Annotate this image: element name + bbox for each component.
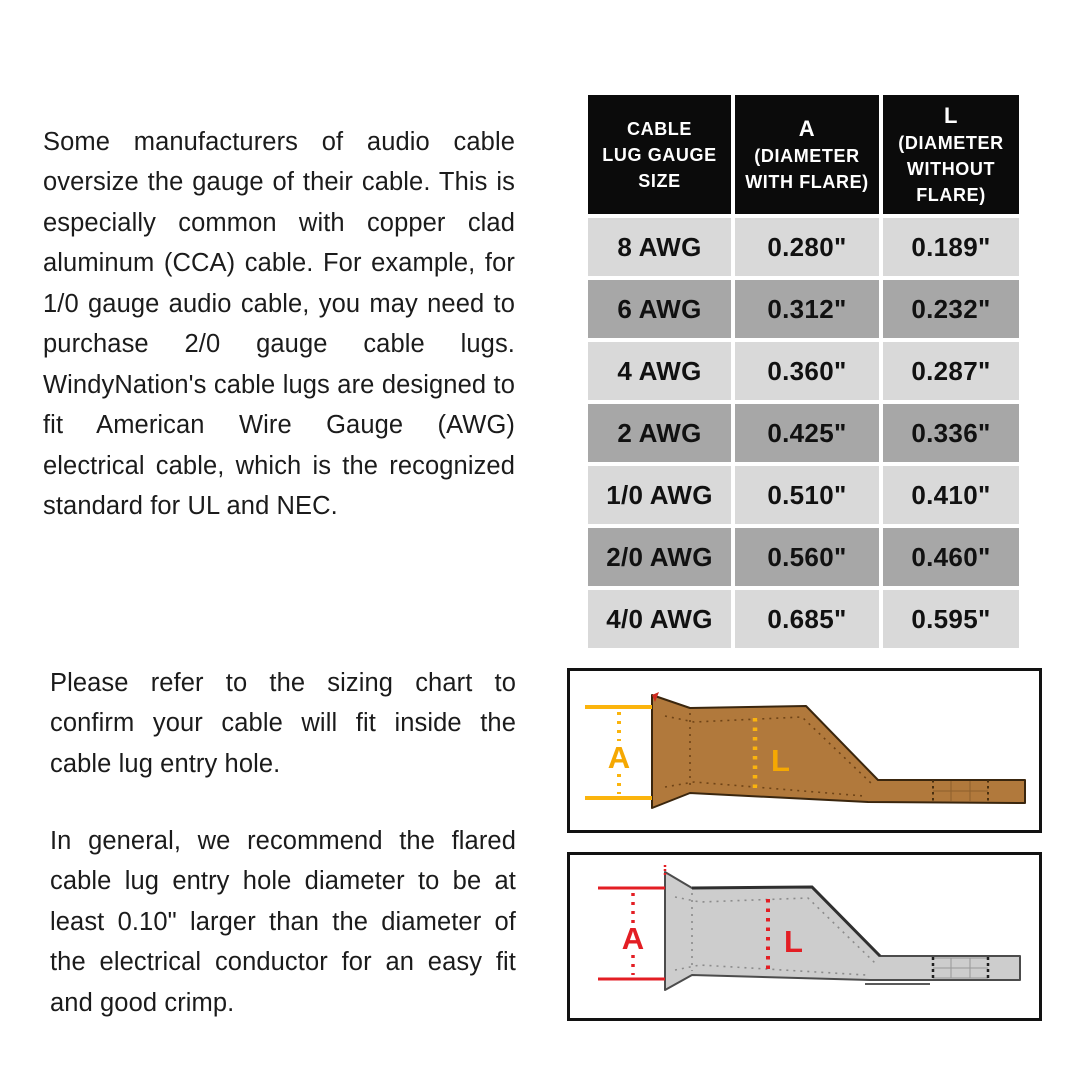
l-measure-label: L — [784, 924, 803, 959]
l-measure-label: L — [771, 743, 790, 778]
header-line: LUG GAUGE — [602, 144, 717, 165]
l-diameter-cell: 0.410" — [883, 466, 1019, 524]
l-diameter-cell: 0.460" — [883, 528, 1019, 586]
header-line: CABLE — [627, 118, 692, 139]
lug-sizing-table — [588, 95, 1019, 648]
a-diameter-cell: 0.685" — [735, 590, 879, 648]
copper-lug-drawing — [570, 671, 1039, 830]
a-measure-label: A — [621, 921, 645, 956]
intro-paragraph: Some manufacturers of audio cable oversize the gauge of their cable. This is especially common with copper clad aluminum (CCA) cable. For example, for 1/0 gauge audio cable, you may need to purchase 2/0 gauge cable lugs. WindyNation's cable lugs are designed to fit American Wire Gauge (AWG) electrical cable, which is the recognized standard for UL and NEC. — [43, 127, 515, 520]
header-cable-lug-gauge-size — [588, 95, 731, 214]
tinned-lug-drawing — [570, 855, 1039, 1018]
l-diameter-cell: 0.232" — [883, 280, 1019, 338]
header-line: (DIAMETER — [898, 132, 1004, 153]
header-line: FLARE) — [916, 184, 986, 205]
l-diameter-cell: 0.336" — [883, 404, 1019, 462]
a-diameter-cell: 0.360" — [735, 342, 879, 400]
header-title: L — [943, 102, 959, 128]
header-a-diameter-with-flare — [735, 95, 879, 214]
a-diameter-cell: 0.280" — [735, 218, 879, 276]
a-diameter-cell: 0.510" — [735, 466, 879, 524]
gauge-size-cell: 4/0 AWG — [588, 590, 731, 648]
lug-body-shape — [665, 872, 1020, 990]
gauge-size-cell: 2 AWG — [588, 404, 731, 462]
a-diameter-cell: 0.425" — [735, 404, 879, 462]
a-measure-label: A — [607, 740, 631, 775]
a-diameter-cell: 0.312" — [735, 280, 879, 338]
a-diameter-cell: 0.560" — [735, 528, 879, 586]
header-line: SIZE — [638, 170, 681, 191]
header-line: WITH FLARE) — [745, 171, 869, 192]
l-diameter-cell: 0.189" — [883, 218, 1019, 276]
header-line: (DIAMETER — [754, 145, 860, 166]
gauge-size-cell: 4 AWG — [588, 342, 731, 400]
sizing-chart-note-paragraph: Please refer to the sizing chart to confirm your cable will fit inside the cable lug entry hole. — [50, 668, 516, 778]
tinned-lug-diagram — [567, 852, 1042, 1021]
header-line: WITHOUT — [906, 158, 996, 179]
copper-lug-diagram — [567, 668, 1042, 833]
gauge-size-cell: 8 AWG — [588, 218, 731, 276]
header-l-diameter-without-flare — [883, 95, 1019, 214]
recommendation-paragraph: In general, we recommend the flared cable lug entry hole diameter to be at least 0.10" larger than the diameter of the electrical conductor for an easy fit and good crimp. — [50, 826, 516, 1017]
gauge-size-cell: 6 AWG — [588, 280, 731, 338]
l-diameter-cell: 0.287" — [883, 342, 1019, 400]
header-title: A — [798, 115, 816, 141]
gauge-size-cell: 1/0 AWG — [588, 466, 731, 524]
l-diameter-cell: 0.595" — [883, 590, 1019, 648]
gauge-size-cell: 2/0 AWG — [588, 528, 731, 586]
